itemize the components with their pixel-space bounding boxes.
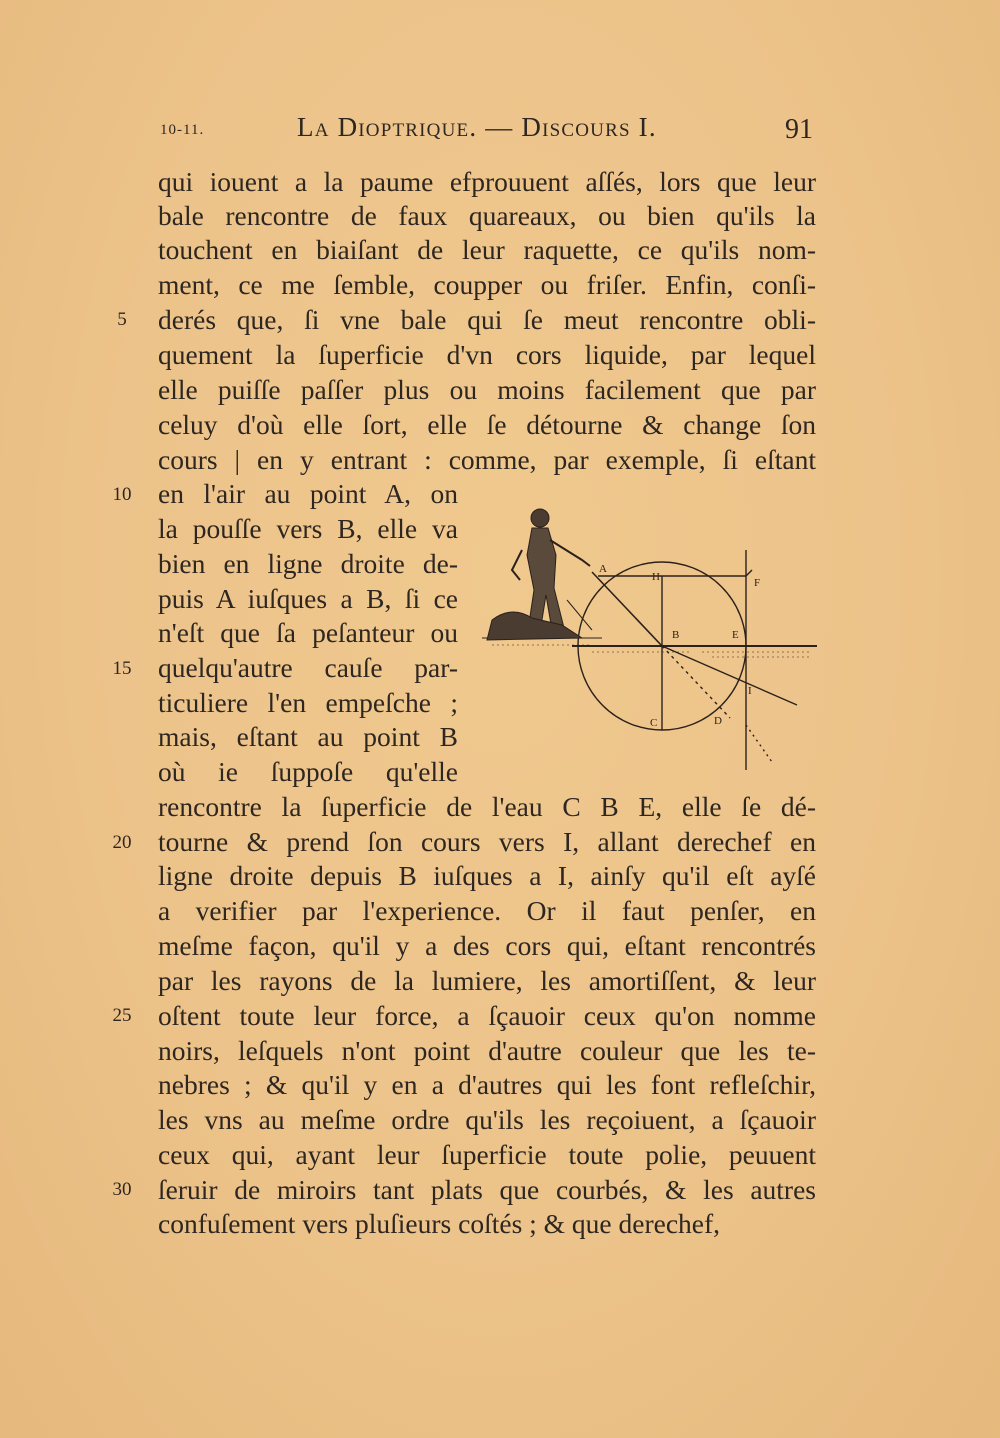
text-line: oſtent toute leur force, a ſçauoir ceux qu'on nomme bbox=[158, 1000, 816, 1031]
label-c: C bbox=[650, 717, 658, 729]
text-line: ticuliere l'en empeſche ; bbox=[158, 687, 458, 718]
text-line: ligne droite depuis B iuſques a I, ainſy qu'il eſt ayſé bbox=[158, 860, 816, 891]
text-line: ceux qui, ayant leur ſuperficie toute polie, peuuent bbox=[158, 1139, 816, 1170]
text-line: tourne & prend ſon cours vers I, allant derechef en bbox=[158, 826, 816, 857]
label-f: F bbox=[754, 577, 761, 589]
text-line: quement la ſuperficie d'vn cors liquide, par lequel bbox=[158, 339, 816, 370]
text-line: où ie ſuppoſe qu'elle bbox=[158, 756, 458, 787]
text-line: en l'air au point A, on bbox=[158, 478, 458, 509]
text-line: bien en ligne droite de- bbox=[158, 548, 458, 579]
refraction-diagram bbox=[472, 500, 822, 780]
text-line: ment, ce me ſemble, coupper ou friſer. Enfin, conſi- bbox=[158, 269, 816, 300]
line-number: 30 bbox=[112, 1179, 132, 1200]
label-e: E bbox=[732, 629, 739, 641]
text-line: puis A iuſques a B, ſi ce bbox=[158, 583, 458, 614]
line-number: 25 bbox=[112, 1005, 132, 1026]
refraction-figure bbox=[472, 500, 822, 780]
text-line: n'eſt que ſa peſanteur ou bbox=[158, 617, 458, 648]
label-b: B bbox=[672, 629, 680, 641]
text-line: derés que, ſi vne bale qui ſe meut rencontre obli- bbox=[158, 304, 816, 335]
line-number: 15 bbox=[112, 658, 132, 679]
text-line: meſme façon, qu'il y a des cors qui, eſtant rencontrés bbox=[158, 930, 816, 961]
text-line: par les rayons de la lumiere, les amortiſſent, & leur bbox=[158, 965, 816, 996]
label-d: D bbox=[714, 715, 722, 727]
label-a: A bbox=[599, 563, 607, 575]
text-line: qui iouent a la paume efprouuent aſſés, lors que leur bbox=[158, 166, 816, 197]
text-line: a verifier par l'experience. Or il faut penſer, en bbox=[158, 895, 816, 926]
header-reference: 10-11. bbox=[160, 122, 205, 138]
running-header bbox=[0, 112, 1000, 152]
tennis-player-icon bbox=[487, 509, 592, 640]
label-h: H bbox=[652, 571, 660, 583]
text-line: confuſement vers pluſieurs coſtés ; & que derechef, bbox=[158, 1208, 721, 1239]
text-line: touchent en biaiſant de leur raquette, ce qu'ils nom- bbox=[158, 234, 816, 265]
text-line: celuy d'où elle ſort, elle ſe détourne & change ſon bbox=[158, 409, 816, 440]
line-number: 20 bbox=[112, 832, 132, 853]
line-number: 5 bbox=[117, 309, 127, 330]
page-number: 91 bbox=[785, 114, 813, 145]
text-line: rencontre la ſuperficie de l'eau C B E, elle ſe dé- bbox=[158, 791, 816, 822]
label-i: I bbox=[748, 685, 752, 697]
header-title: La Dioptrique. — Discours I. bbox=[297, 112, 657, 142]
text-line: bale rencontre de faux quareaux, ou bien qu'ils la bbox=[158, 200, 816, 231]
text-line: quelqu'autre cauſe par- bbox=[158, 652, 458, 683]
text-line: nebres ; & qu'il y en a d'autres qui les font refleſchir, bbox=[158, 1069, 816, 1100]
text-line: ſeruir de miroirs tant plats que courbés, & les autres bbox=[158, 1174, 816, 1205]
text-line: cours | en y entrant : comme, par exemple, ſi eſtant bbox=[158, 444, 816, 475]
text-line: mais, eſtant au point B bbox=[158, 721, 458, 752]
text-line: la pouſſe vers B, elle va bbox=[158, 513, 458, 544]
text-line: elle puiſſe paſſer plus ou moins facilement que par bbox=[158, 374, 816, 405]
text-line: les vns au meſme ordre qu'ils les reçoiuent, a ſçauoir bbox=[158, 1104, 816, 1135]
text-line: noirs, leſquels n'ont point d'autre couleur que les te- bbox=[158, 1035, 816, 1066]
line-number: 10 bbox=[112, 484, 132, 505]
